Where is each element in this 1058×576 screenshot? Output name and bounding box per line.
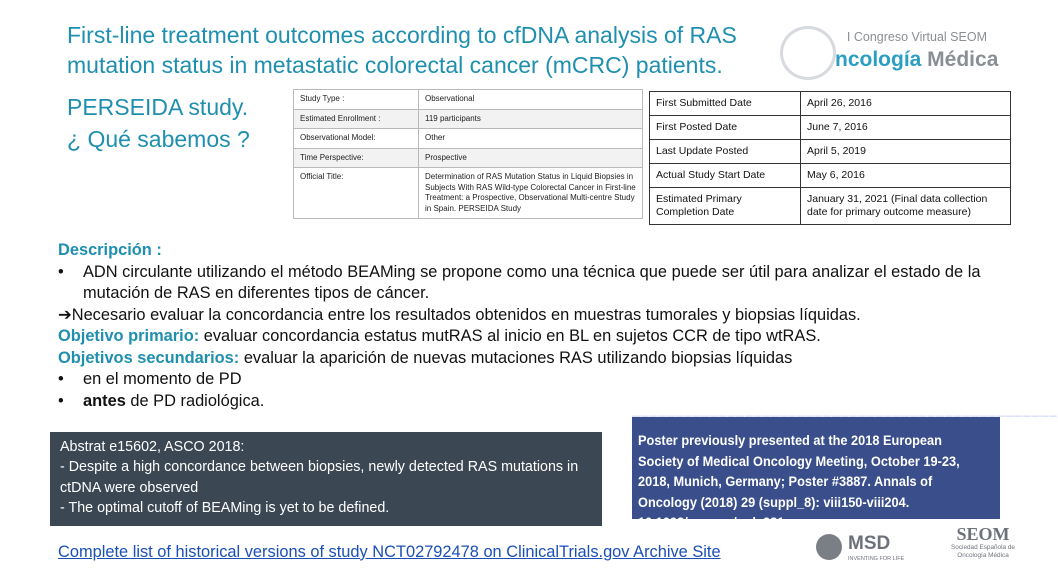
msd-logo: MSD INVENTING FOR LIFE: [816, 530, 926, 572]
logo-top-text: I Congreso Virtual SEOM: [846, 30, 987, 44]
study-dates-table: [649, 91, 1011, 225]
secondary-objectives: Objetivos secundarios: evaluar la aparición de nuevas mutaciones RAS utilizando biopsias líquidas: [58, 348, 793, 367]
bullet-icon: •: [58, 370, 64, 388]
scan-artifact: ▔▔▔▔▔▔▔▔▔▔▔▔▔▔▔▔▔▔▔▔▔▔▔▔▔▔▔▔▔▔▔▔▔▔▔▔▔▔▔▔▔▔▔▔▔▔▔▔▔: [632, 417, 1058, 428]
primary-objective: Objetivo primario: evaluar concordancia estatus mutRAS al inicio en BL en sujetos CCR de tipo wtRAS.: [58, 327, 821, 345]
poster-image: [632, 417, 1058, 530]
description-section: [58, 240, 1018, 412]
study-info-table: [293, 89, 643, 219]
bullet-icon: •: [58, 262, 64, 281]
msd-mark-icon: [816, 534, 842, 560]
list-item: • ADN circulante utilizando el método BEAMing se propone como una técnica que puede ser útil para analizar el estado de la mutación de RAS en diferentes tipos de cáncer.: [58, 262, 1018, 305]
list-item: • antes de PD radiológica.: [58, 391, 1018, 413]
table-row: Study Type : Observational: [294, 90, 643, 110]
arrow-right-icon: ➔: [58, 305, 72, 324]
seom-logo: SEOM Sociedad Española de Oncología Médica: [951, 524, 1015, 559]
description-heading: Descripción :: [58, 241, 162, 259]
table-row: First Posted Date June 7, 2016: [650, 116, 1011, 140]
slide-question: ¿ Qué sabemos ?: [67, 126, 250, 152]
poster-citation: Poster previously presented at the 2018 European Society of Medical Oncology Meeting, October 19-23, 2018, Munich, Germany; Poster #3887. Annals of Oncology (2018) 29 (suppl_8): viii150-viii204. 10.1093/annonc/mdy281: [638, 433, 960, 530]
table-row: Time Perspective: Prospective: [294, 148, 643, 168]
table-row: Actual Study Start Date May 6, 2016: [650, 164, 1011, 188]
slide-title: First-line treatment outcomes according to cfDNA analysis of RAS mutation status in metastatic colorectal cancer (mCRC) patients.: [67, 22, 737, 78]
clinicaltrials-archive-link[interactable]: Complete list of historical versions of study NCT02792478 on ClinicalTrials.gov Archive Site: [58, 543, 721, 561]
congress-logo: [780, 18, 1005, 82]
table-row: First Submitted Date April 26, 2016: [650, 92, 1011, 116]
table-row: Official Title: Determination of RAS Mutation Status in Liquid Biopsies in Subjects With RAS Wild-type Colorectal Cancer in First-line Treatment: a Prospective, Observational Multi-centre Study in Spain. PERSEIDA Study: [294, 168, 643, 219]
logo-main-text: ncología Médica: [835, 48, 999, 71]
abstract-box: Abstrat e15602, ASCO 2018: - Despite a high concordance between biopsies, newly detected RAS mutations in ctDNA were observed - The optimal cutoff of BEAMing is yet to be defined.: [50, 432, 602, 526]
table-row: Observational Model: Other: [294, 129, 643, 149]
study-name: PERSEIDA study.: [67, 94, 249, 120]
table-row: Estimated Enrollment : 119 participants: [294, 109, 643, 129]
list-item: ➔ Necesario evaluar la concordancia entre los resultados obtenidos en muestras tumorales y biopsias líquidas.: [58, 305, 1018, 327]
table-row: Estimated Primary Completion Date January 31, 2021 (Final data collection date for primary outcome measure): [650, 188, 1011, 225]
logo-ring-icon: [780, 26, 836, 80]
list-item: • en el momento de PD: [58, 369, 1018, 391]
bullet-icon: •: [58, 391, 64, 410]
table-row: Last Update Posted April 5, 2019: [650, 140, 1011, 164]
